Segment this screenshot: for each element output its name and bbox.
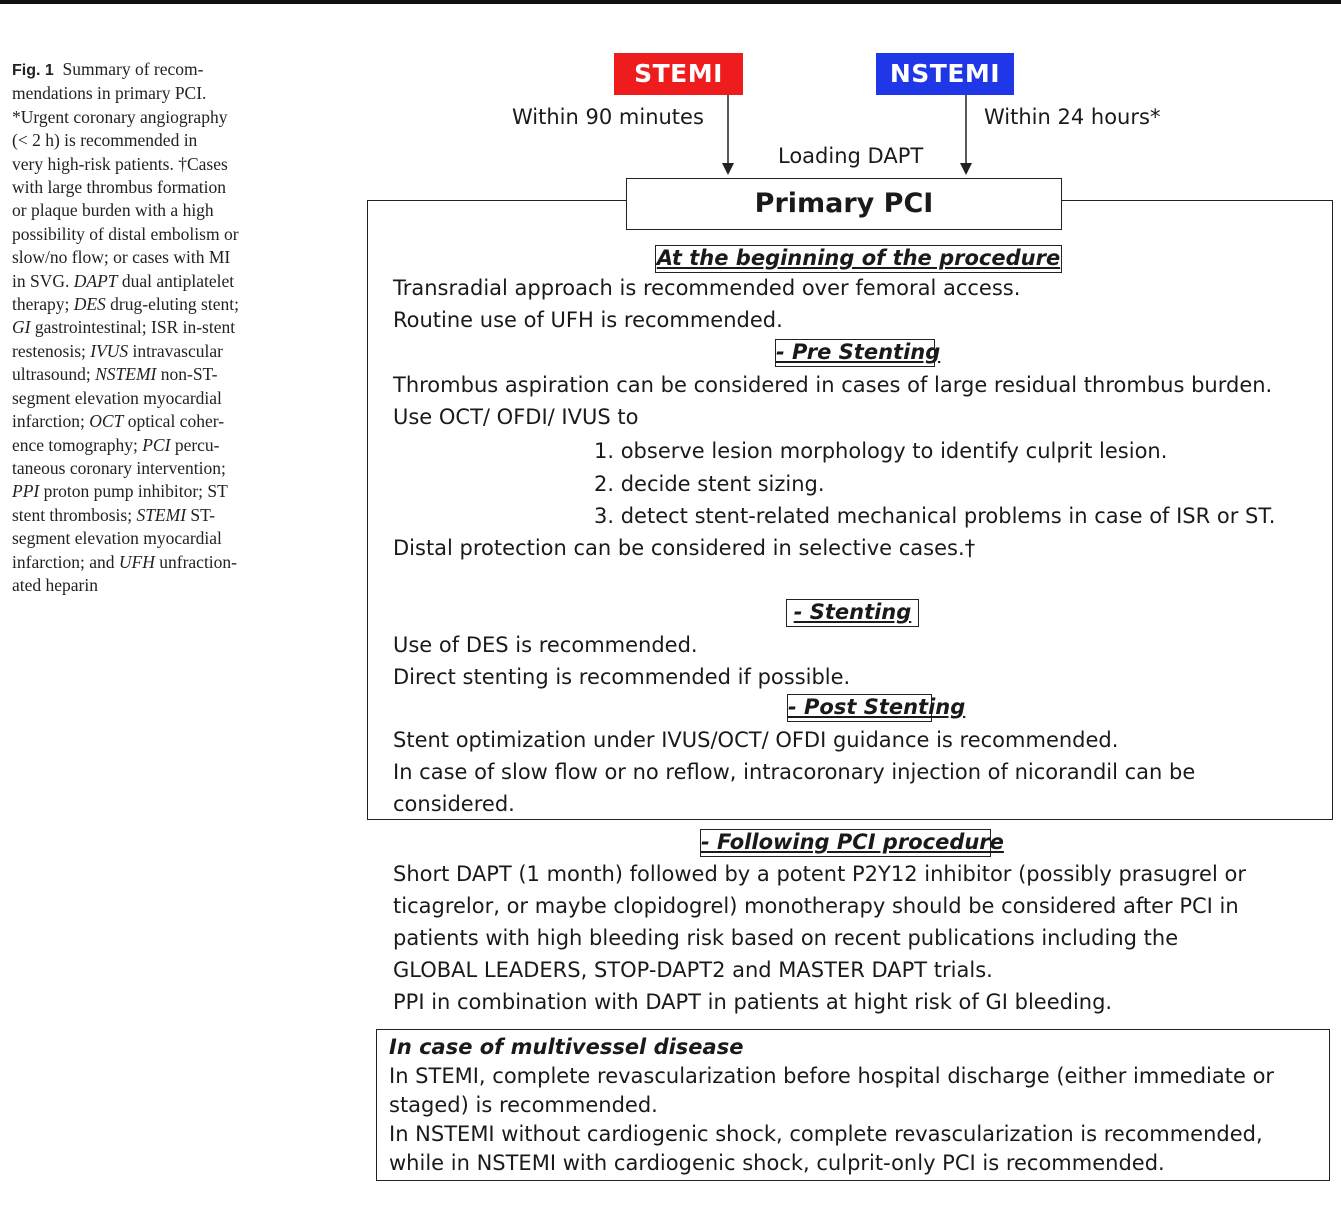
caption-text: proton pump inhibitor; ST (39, 481, 228, 502)
caption-text: optical coher- (123, 411, 225, 432)
multivessel-line: In STEMI, complete revascularization before hospital discharge (either immediate or (389, 1064, 1275, 1088)
caption-text: intravascular (128, 340, 223, 361)
caption-text: unfraction- (154, 551, 237, 572)
caption-text: slow/no flow; or cases with MI (12, 247, 231, 268)
pre-stenting-item: 1. observe lesion morphology to identify culprit lesion. (594, 439, 1168, 463)
beginning-line: Transradial approach is recommended over femoral access. (393, 276, 1021, 300)
loading-dapt-label: Loading DAPT (778, 144, 924, 168)
nstemi-arrow-head (960, 163, 972, 175)
stenting-line: Use of DES is recommended. (393, 633, 698, 657)
stemi-arrow-head (722, 163, 734, 175)
caption-text: segment elevation myocardial (12, 528, 222, 549)
caption-abbrev: PCI (142, 434, 171, 455)
beginning-heading-text: At the beginning of the procedure (656, 246, 1061, 270)
caption-abbrev: DES (73, 294, 106, 315)
caption-abbrev: OCT (89, 411, 124, 432)
caption-abbrev: PPI (12, 481, 40, 502)
caption-text: very high-risk patients. †Cases (12, 153, 228, 174)
pre-stenting-line: Distal protection can be considered in selective cases.† (393, 536, 976, 560)
caption-text: possibility of distal embolism or (12, 223, 239, 244)
following-line: patients with high bleeding risk based on recent publications including the (393, 926, 1179, 950)
caption-abbrev: NSTEMI (95, 364, 157, 385)
figure-label: Fig. 1 (12, 62, 54, 79)
caption-text: mendations in primary PCI. (12, 83, 207, 104)
caption-abbrev: IVUS (90, 340, 129, 361)
caption-text: infarction; (12, 411, 90, 432)
caption-text: stent thrombosis; (12, 504, 137, 525)
caption-abbrev: DAPT (73, 270, 118, 291)
post-stenting-line: Stent optimization under IVUS/OCT/ OFDI guidance is recommended. (393, 728, 1119, 752)
stemi-timing-label: Within 90 minutes (512, 105, 704, 129)
primary-pci-title: Primary PCI (626, 178, 1062, 230)
caption-abbrev: UFH (118, 551, 155, 572)
multivessel-line: In NSTEMI without cardiogenic shock, complete revascularization is recommended, (389, 1122, 1263, 1146)
stemi-badge: STEMI (614, 53, 743, 95)
caption-text: taneous coronary intervention; (12, 457, 226, 478)
caption-text: ultrasound; (12, 364, 96, 385)
nstemi-timing-label: Within 24 hours* (984, 105, 1161, 129)
caption-text: or plaque burden with a high (12, 200, 214, 221)
post-stenting-heading-text: - Post Stenting (788, 695, 966, 719)
following-line: PPI in combination with DAPT in patients at hight risk of GI bleeding. (393, 990, 1113, 1014)
caption-text: *Urgent coronary angiography (12, 106, 228, 127)
post-stenting-line: In case of slow flow or no reflow, intracoronary injection of nicorandil can be (393, 760, 1196, 784)
pre-stenting-item: 2. decide stent sizing. (594, 472, 825, 496)
multivessel-line: staged) is recommended. (389, 1093, 658, 1117)
stenting-heading (786, 599, 919, 627)
caption-text: gastrointestinal; ISR in-stent (30, 317, 236, 338)
caption-text: non-ST- (156, 364, 218, 385)
post-stenting-line: considered. (393, 792, 515, 816)
caption-text: therapy; (12, 294, 74, 315)
pre-stenting-line: Use OCT/ OFDI/ IVUS to (393, 405, 639, 429)
pre-stenting-heading-text: - Pre Stenting (776, 340, 941, 364)
following-heading-text: - Following PCI procedure (701, 830, 1004, 854)
following-line: Short DAPT (1 month) followed by a potent P2Y12 inhibitor (possibly prasugrel or (393, 862, 1246, 886)
caption-text: drug-eluting stent; (105, 294, 239, 315)
caption-text: Summary of recom- (62, 59, 204, 79)
caption-text: in SVG. (12, 270, 74, 291)
stenting-line: Direct stenting is recommended if possible. (393, 665, 851, 689)
pre-stenting-item: 3. detect stent-related mechanical problems in case of ISR or ST. (594, 504, 1276, 528)
caption-text: with large thrombus formation (12, 177, 227, 198)
nstemi-badge: NSTEMI (876, 53, 1014, 95)
pre-stenting-heading (775, 339, 941, 367)
caption-text: ST- (186, 504, 216, 525)
pre-stenting-line: Thrombus aspiration can be considered in cases of large residual thrombus burden. (393, 373, 1273, 397)
stenting-heading-text: - Stenting (793, 600, 912, 624)
caption-abbrev: GI (12, 317, 31, 338)
multivessel-line: while in NSTEMI with cardiogenic shock, culprit-only PCI is recommended. (389, 1151, 1165, 1175)
caption-text: ated heparin (12, 574, 98, 595)
caption-text: (< 2 h) is recommended in (12, 130, 198, 151)
caption-text: infarction; and (12, 551, 119, 572)
caption-text: percu- (170, 434, 220, 455)
caption-text: dual antiplatelet (117, 270, 235, 291)
following-heading (700, 829, 1004, 857)
following-line: GLOBAL LEADERS, STOP-DAPT2 and MASTER DAPT trials. (393, 958, 993, 982)
caption-text: restenosis; (12, 340, 91, 361)
caption-text: segment elevation myocardial (12, 387, 222, 408)
post-stenting-heading (787, 694, 966, 722)
caption-text: ence tomography; (12, 434, 143, 455)
caption-abbrev: STEMI (136, 504, 187, 525)
multivessel-title: In case of multivessel disease (389, 1035, 744, 1059)
beginning-line: Routine use of UFH is recommended. (393, 308, 783, 332)
beginning-heading (655, 245, 1062, 273)
following-line: ticagrelor, or maybe clopidogrel) monotherapy should be considered after PCI in (393, 894, 1239, 918)
